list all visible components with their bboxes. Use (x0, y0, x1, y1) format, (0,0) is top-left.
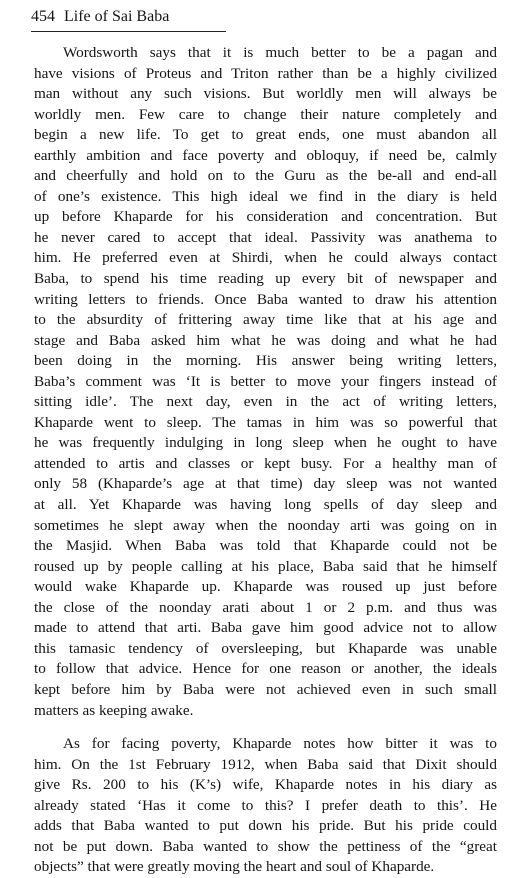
text-line: give Rs. 200 to his (K’s) wife, Khaparde notes in his diary as (34, 776, 497, 794)
text-line: sitting idle’. The next day, even in the act of writing letters, (34, 393, 497, 411)
text-line: made to attend that arti. Baba gave him good advice not to allow (34, 619, 497, 637)
text-line: begin a new life. To get to great ends, one must abandon all (34, 126, 497, 144)
text-line: been doing in the morning. His answer being writing letters, (34, 352, 497, 370)
text-line: Khaparde went to sleep. The tamas in him was so powerful that (34, 413, 497, 431)
text-line: roused up by people calling at his place, Baba said that he himself (34, 557, 497, 575)
text-line: the Masjid. When Baba was told that Khaparde could not be (34, 537, 497, 555)
text-line: attended to artis and classes or kept busy. For a healthy man of (34, 454, 497, 472)
text-line: he never cared to accept that ideal. Passivity was anathema to (34, 228, 497, 246)
text-line: to the absurdity of frittering away time like that at his age and (34, 311, 497, 329)
text-line: Wordsworth says that it is much better to be a pagan and (63, 44, 497, 61)
text-line: at all. Yet Khaparde was having long spells of day sleep and (34, 496, 497, 514)
text-line: sometimes he slept away when the noonday arti was going on in (34, 516, 497, 534)
text-line: already stated ‘Has it come to this? I prefer death to this’. He (34, 796, 497, 814)
text-line: kept before him by Baba were not achieved even in such small (34, 680, 497, 698)
text-line: man without any such visions. But worldly men will always be (34, 85, 497, 103)
text-line: Baba, to spend his time reading up every bit of newspaper and (34, 270, 497, 288)
paragraph (34, 43, 497, 721)
text-line: stage and Baba asked him what he was doing and what he had (34, 331, 497, 349)
header-rule (31, 31, 226, 32)
text-line: up before Khaparde for his consideration and concentration. But (34, 208, 497, 226)
text-line: worldly men. Few care to change their nature completely and (34, 105, 497, 123)
text-line: As for facing poverty, Khaparde notes how bitter it was to (63, 735, 497, 753)
text-line: have visions of Proteus and Triton rather than be a highly civilized (34, 64, 497, 82)
paragraph-gap (34, 721, 497, 734)
text-line: he was frequently indulging in long sleep when he ought to have (34, 434, 497, 452)
running-title: Life of Sai Baba (64, 8, 170, 25)
text-line: to follow that advice. Hence for one reason or another, the ideals (34, 660, 497, 678)
text-line: him. He preferred even at Shirdi, when he could always contact (34, 249, 497, 267)
text-line: objects” that were greatly moving the heart and soul of Khaparde. (34, 858, 435, 876)
text-line: would wake Khaparde up. Khaparde was roused up just before (34, 578, 497, 596)
body-text (34, 43, 497, 878)
paragraph (34, 734, 497, 878)
text-line: adds that Baba wanted to put down his pride. But his pride could (34, 817, 497, 835)
text-line: the close of the noonday arati about 1 or 2 p.m. and thus was (34, 598, 497, 616)
text-line: not be put down. Baba wanted to show the pettiness of the “great (34, 837, 497, 855)
text-line: this tamasic tendency of oversleeping, but Khaparde was unable (34, 639, 497, 657)
page-number: 454 (31, 8, 55, 25)
text-line: matters as keeping awake. (34, 701, 194, 719)
running-header (31, 7, 461, 27)
text-line: Baba’s comment was ‘It is better to move your fingers instead of (34, 372, 497, 390)
text-line: him. On the 1st February 1912, when Baba said that Dixit should (34, 755, 497, 773)
text-line: only 58 (Khaparde’s age at that time) day sleep was not wanted (34, 475, 497, 493)
text-line: and cheerfully and hold on to the Guru as the be-all and end-all (34, 167, 497, 185)
text-line: earthly ambition and face poverty and obloquy, if need be, calmly (34, 146, 497, 164)
text-line: writing letters to friends. Once Baba wanted to draw his attention (34, 290, 497, 308)
text-line: of one’s existence. This high ideal we find in the diary is held (34, 187, 497, 205)
